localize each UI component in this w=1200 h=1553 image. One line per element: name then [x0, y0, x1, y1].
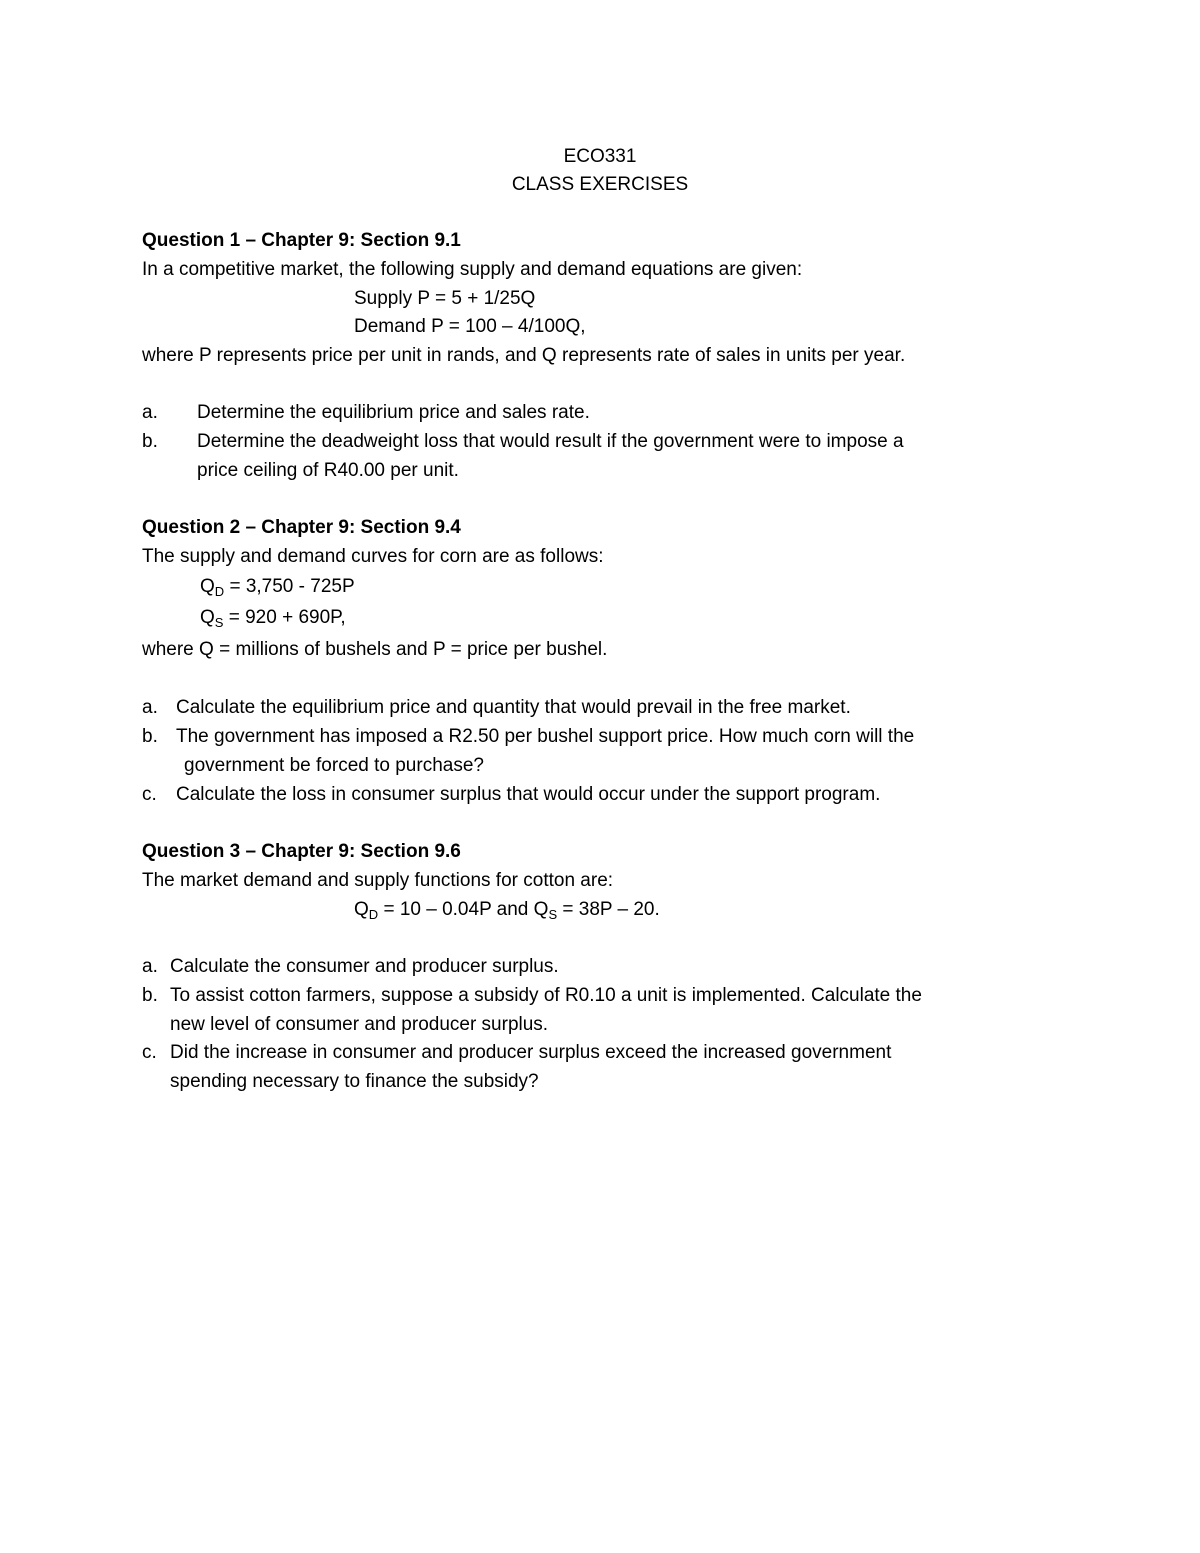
q2-b-marker: b.	[142, 726, 158, 747]
q3-qd-letter: Q	[354, 899, 369, 920]
q3-qd-subscript: D	[368, 907, 379, 922]
q1-b-marker: b.	[142, 431, 158, 452]
q2-a-marker: a.	[142, 697, 158, 718]
q2-qd-rest: = 3,750 - 725P	[224, 576, 355, 597]
q2-qd-subscript: D	[214, 584, 225, 599]
course-code: ECO331	[563, 146, 637, 167]
q3-b-text-1: To assist cotton farmers, suppose a subsidy of R0.10 a unit is implemented. Calculate the	[170, 985, 922, 1006]
q2-c-text: Calculate the loss in consumer surplus that would occur under the support program.	[176, 784, 881, 805]
q3-b-text-2: new level of consumer and producer surplus.	[170, 1014, 549, 1035]
q3-heading: Question 3 – Chapter 9: Section 9.6	[142, 841, 461, 862]
q3-a-marker: a.	[142, 956, 158, 977]
q2-c-marker: c.	[142, 784, 157, 805]
q1-heading: Question 1 – Chapter 9: Section 9.1	[142, 230, 461, 251]
q2-supply-equation	[200, 606, 346, 631]
q3-c-text-1: Did the increase in consumer and producer surplus exceed the increased government	[170, 1042, 892, 1063]
q2-b-text-1: The government has imposed a R2.50 per bushel support price. How much corn will the	[176, 726, 915, 747]
q3-c-text-2: spending necessary to finance the subsidy?	[170, 1071, 539, 1092]
document-title: CLASS EXERCISES	[511, 174, 689, 195]
q1-supply-equation: Supply P = 5 + 1/25Q	[354, 288, 536, 309]
q3-a-text: Calculate the consumer and producer surplus.	[170, 956, 559, 977]
q3-intro: The market demand and supply functions for cotton are:	[142, 870, 614, 891]
q2-intro: The supply and demand curves for corn are as follows:	[142, 546, 604, 567]
q3-b-marker: b.	[142, 985, 158, 1006]
q3-eq-end: = 38P – 20.	[557, 899, 660, 920]
q3-equation	[354, 898, 660, 923]
q1-b-text-2: price ceiling of R40.00 per unit.	[197, 460, 459, 481]
q3-qs-subscript: S	[548, 907, 558, 922]
q1-intro: In a competitive market, the following supply and demand equations are given:	[142, 259, 803, 280]
q3-c-marker: c.	[142, 1042, 157, 1063]
q1-a-text: Determine the equilibrium price and sales rate.	[197, 402, 590, 423]
q2-qs-subscript: S	[214, 615, 224, 630]
q2-qd-letter: Q	[200, 576, 215, 597]
q2-demand-equation	[200, 575, 355, 600]
q2-a-text: Calculate the equilibrium price and quantity that would prevail in the free market.	[176, 697, 851, 718]
q1-a-marker: a.	[142, 402, 158, 423]
q2-heading: Question 2 – Chapter 9: Section 9.4	[142, 517, 461, 538]
q1-demand-equation: Demand P = 100 – 4/100Q,	[354, 316, 586, 337]
q1-where: where P represents price per unit in rands, and Q represents rate of sales in units per year.	[142, 345, 906, 366]
q2-where: where Q = millions of bushels and P = price per bushel.	[142, 639, 608, 660]
q2-qs-rest: = 920 + 690P,	[223, 607, 346, 628]
q3-eq-middle: = 10 – 0.04P and Q	[378, 899, 549, 920]
q2-qs-letter: Q	[200, 607, 215, 628]
q2-b-text-2: government be forced to purchase?	[184, 755, 484, 776]
q1-b-text-1: Determine the deadweight loss that would result if the government were to impose a	[197, 431, 904, 452]
